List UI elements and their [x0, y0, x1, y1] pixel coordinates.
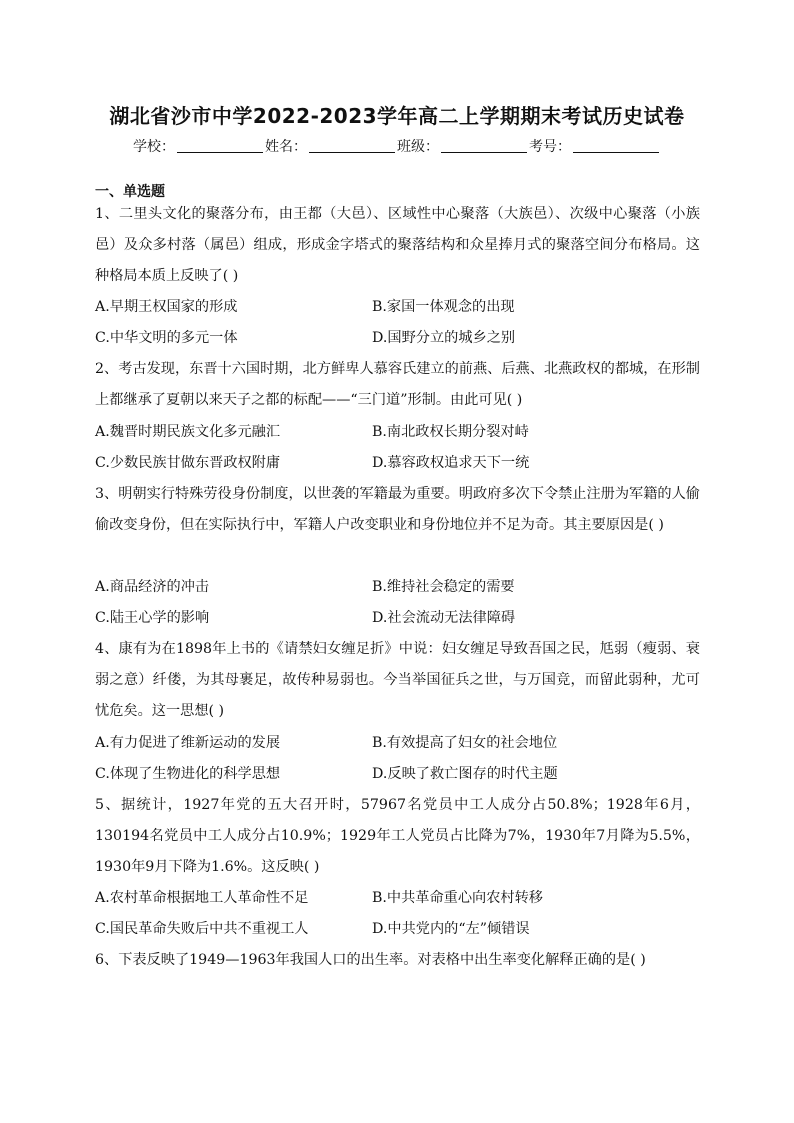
number-label: 考号： — [529, 139, 571, 155]
school-label: 学校： — [133, 139, 175, 155]
question-4-option-b[interactable]: B.有效提高了妇女的社会地位 — [372, 735, 558, 751]
question-2-option-c[interactable]: C.少数民族甘做东晋政权附庸 — [95, 455, 281, 471]
question-2-option-b[interactable]: B.南北政权长期分裂对峙 — [372, 424, 529, 440]
question-5-option-b[interactable]: B.中共革命重心向农村转移 — [372, 890, 543, 906]
name-blank[interactable] — [309, 151, 395, 153]
question-4-stem: 4、康有为在1898年上书的《请禁妇女缠足折》中说：妇女缠足导致吾国之民，尪弱（瘦弱、衰弱之意）纤偻，为其母裹足，故传种易弱也。今当举国征兵之世，与万国竞，而留此弱种，尤可忧危矣。这一思想( ) — [95, 641, 700, 719]
question-1-stem: 1、二里头文化的聚落分布，由王都（大邑）、区域性中心聚落（大族邑）、次级中心聚落（小族邑）及众多村落（属邑）组成，形成金字塔式的聚落结构和众星捧月式的聚落空间分布格局。这种格局本质上反映了( ) — [95, 206, 700, 284]
school-blank[interactable] — [177, 151, 263, 153]
question-3-option-d[interactable]: D.社会流动无法律障碍 — [372, 610, 516, 626]
class-blank[interactable] — [441, 151, 527, 153]
question-3-option-b[interactable]: B.维持社会稳定的需要 — [372, 579, 515, 595]
question-2-stem: 2、考古发现，东晋十六国时期，北方鲜卑人慕容氏建立的前燕、后燕、北燕政权的都城，在形制上都继承了夏朝以来天子之都的标配——“三门道”形制。由此可见( ) — [95, 361, 700, 408]
question-1-option-a[interactable]: A.早期王权国家的形成 — [95, 299, 238, 315]
student-info-line — [0, 136, 794, 156]
question-1-option-d[interactable]: D.国野分立的城乡之别 — [372, 330, 516, 346]
question-5-option-d[interactable]: D.中共党内的“左”倾错误 — [372, 921, 530, 937]
question-5-option-a[interactable]: A.农村革命根据地工人革命性不足 — [95, 890, 309, 906]
question-5-option-c[interactable]: C.国民革命失败后中共不重视工人 — [95, 921, 309, 937]
question-2-option-a[interactable]: A.魏晋时期民族文化多元融汇 — [95, 424, 281, 440]
name-label: 姓名： — [265, 139, 307, 155]
question-4-option-d[interactable]: D.反映了救亡图存的时代主题 — [372, 766, 558, 782]
question-5-stem: 5、据统计，1927年党的五大召开时，57967名党员中工人成分占50.8%；1928年6月，130194名党员中工人成分占10.9%；1929年工人党员占比降为7%，1930年7月降为5.5%，1930年9月下降为1.6%。这反映( ) — [95, 797, 700, 875]
question-2-option-d[interactable]: D.慕容政权追求天下一统 — [372, 455, 530, 471]
question-3-option-a[interactable]: A.商品经济的冲击 — [95, 579, 210, 595]
question-4-option-c[interactable]: C.体现了生物进化的科学思想 — [95, 766, 281, 782]
question-1-option-c[interactable]: C.中华文明的多元一体 — [95, 330, 238, 346]
question-6-stem: 6、下表反映了1949—1963年我国人口的出生率。对表格中出生率变化解释正确的是( ) — [95, 952, 646, 968]
question-3-option-c[interactable]: C.陆王心学的影响 — [95, 610, 210, 626]
section-heading: 一、单选题 — [95, 184, 165, 200]
class-label: 班级： — [397, 139, 439, 155]
question-4-option-a[interactable]: A.有力促进了维新运动的发展 — [95, 735, 281, 751]
question-3-stem: 3、明朝实行特殊劳役身份制度，以世袭的军籍最为重要。明政府多次下令禁止注册为军籍的人偷偷改变身份，但在实际执行中，军籍人户改变职业和身份地位并不足为奇。其主要原因是( ) — [95, 486, 700, 533]
number-blank[interactable] — [573, 151, 659, 153]
exam-title: 湖北省沙市中学2022-2023学年高二上学期期末考试历史试卷 — [109, 104, 685, 128]
question-1-option-b[interactable]: B.家国一体观念的出现 — [372, 299, 515, 315]
